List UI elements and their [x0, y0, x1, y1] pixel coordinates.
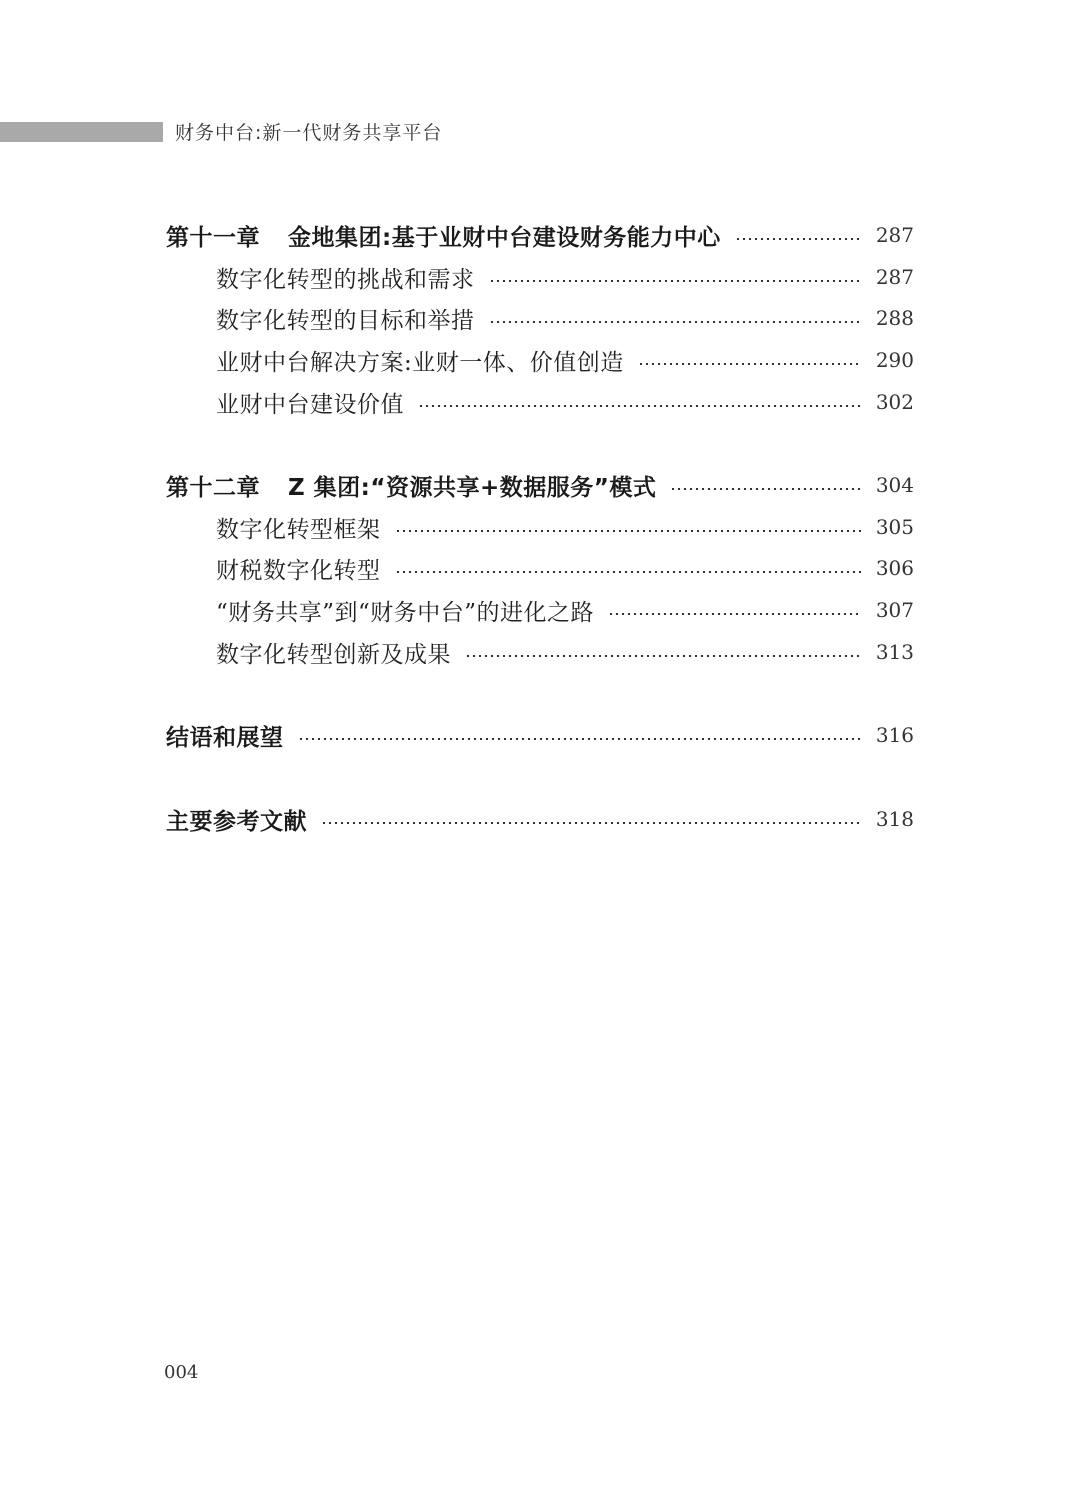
toc-conclusion[interactable]	[166, 718, 914, 752]
dot-leader	[395, 530, 862, 532]
section-title: 数字化转型框架	[216, 516, 381, 543]
toc-section-11-2[interactable]	[216, 301, 914, 335]
toc-section-12-3[interactable]	[216, 593, 914, 627]
running-header-title: 财务中台:新一代财务共享平台	[175, 122, 443, 144]
toc-chapter-12-heading	[166, 469, 664, 502]
references-page: 318	[875, 807, 914, 831]
toc-section-11-3[interactable]	[216, 343, 914, 377]
dot-leader	[489, 280, 862, 282]
section-title: 数字化转型的目标和举措	[216, 307, 475, 334]
dot-leader	[321, 822, 862, 824]
toc-references[interactable]	[166, 802, 914, 836]
section-page: 313	[875, 640, 914, 664]
section-title: 数字化转型创新及成果	[216, 641, 451, 668]
chapter-11-page: 287	[875, 223, 914, 247]
toc-section-12-1[interactable]	[216, 510, 914, 544]
section-title: 财税数字化转型	[216, 557, 381, 584]
header-gray-bar	[0, 122, 163, 142]
section-page: 290	[875, 348, 914, 372]
dot-leader	[298, 738, 862, 740]
dot-leader	[489, 321, 862, 323]
chapter-12-page: 304	[875, 473, 914, 497]
toc-section-12-2[interactable]	[216, 551, 914, 585]
section-page: 307	[875, 598, 914, 622]
dot-leader	[638, 363, 862, 365]
section-title: 数字化转型的挑战和需求	[216, 266, 475, 293]
section-page: 287	[875, 265, 914, 289]
references-title: 主要参考文献	[166, 808, 307, 835]
section-page: 306	[875, 556, 914, 580]
section-title: “财务共享”到“财务中台”的进化之路	[216, 599, 595, 626]
toc-section-12-4[interactable]	[216, 635, 914, 669]
section-page: 305	[875, 515, 914, 539]
dot-leader	[608, 613, 862, 615]
chapter-11-number: 第十一章	[166, 224, 260, 251]
toc-chapter-11[interactable]	[166, 218, 914, 252]
dot-leader	[395, 571, 862, 573]
toc-chapter-11-heading	[166, 219, 729, 252]
section-title: 业财中台建设价值	[216, 391, 404, 418]
dot-leader	[465, 655, 862, 657]
section-page: 288	[875, 306, 914, 330]
toc-section-11-1[interactable]	[216, 260, 914, 294]
conclusion-title: 结语和展望	[166, 724, 284, 751]
conclusion-page: 316	[875, 723, 914, 747]
chapter-11-title: 金地集团:基于业财中台建设财务能力中心	[288, 224, 721, 251]
section-title: 业财中台解决方案:业财一体、价值创造	[216, 349, 624, 376]
dot-leader	[735, 238, 862, 240]
chapter-12-number: 第十二章	[166, 474, 260, 501]
dot-leader	[418, 405, 862, 407]
dot-leader	[670, 488, 861, 490]
toc-chapter-12[interactable]	[166, 468, 914, 502]
section-page: 302	[875, 390, 914, 414]
chapter-12-title: Z 集团:“资源共享+数据服务”模式	[288, 474, 657, 501]
toc-section-11-4[interactable]	[216, 385, 914, 419]
page-number: 004	[164, 1362, 199, 1383]
